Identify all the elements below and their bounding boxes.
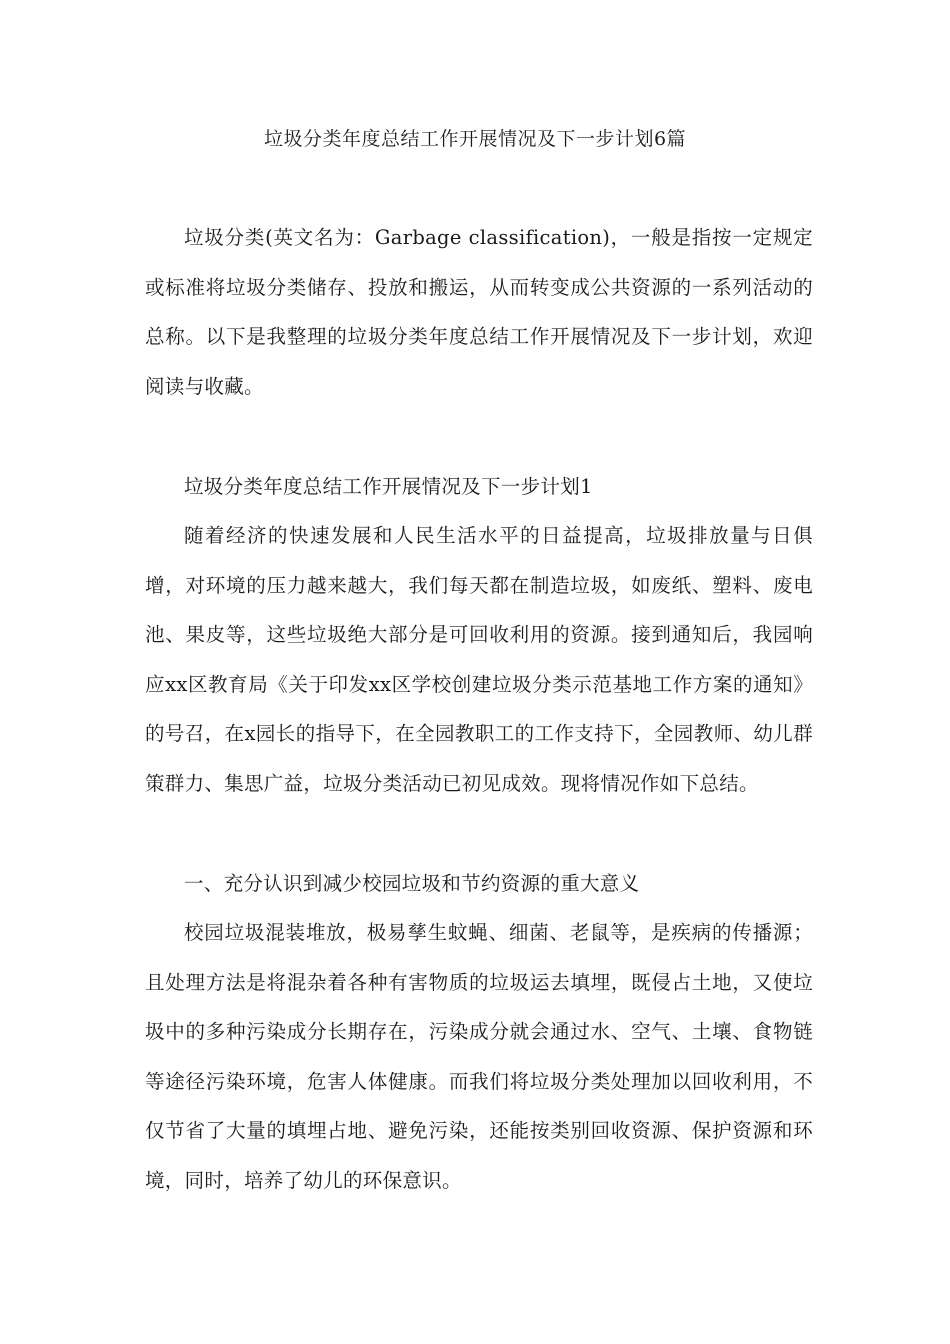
body-paragraph-2: 校园垃圾混装堆放，极易孳生蚊蝇、细菌、老鼠等，是疾病的传播源；且处理方法是将混杂着各种有害物质的垃圾运去填埋，既侵占土地，又使垃圾中的多种污染成分长期存在，污染成分就会通过水、空气、土壤、食物链等途径污染环境，危害人体健康。而我们将垃圾分类处理加以回收利用，不仅节省了大量的填埋占地、避免污染，还能按类别回收资源、保护资源和环境，同时，培养了幼儿的环保意识。 (145, 921, 813, 1192)
body-paragraph-1: 随着经济的快速发展和人民生活水平的日益提高，垃圾排放量与日俱增，对环境的压力越来越大，我们每天都在制造垃圾，如废纸、塑料、废电池、果皮等，这些垃圾绝大部分是可回收利用的资源。接到通知后，我园响应xx区教育局《关于印发xx区学校创建垃圾分类示范基地工作方案的通知》的号召，在x园长的指导下，在全园教职工的工作支持下，全园教师、幼儿群策群力、集思广益，垃圾分类活动已初见成效。现将情况作如下总结。 (145, 524, 813, 795)
article-heading: 垃圾分类年度总结工作开展情况及下一步计划1 (184, 475, 593, 498)
document-title: 垃圾分类年度总结工作开展情况及下一步计划6篇 (263, 128, 687, 150)
intro-paragraph: 垃圾分类(英文名为：Garbage classification)，一般是指按一定规定或标准将垃圾分类储存、投放和搬运，从而转变成公共资源的一系列活动的总称。以下是我整理的垃圾分类年度总结工作开展情况及下一步计划，欢迎阅读与收藏。 (145, 226, 813, 398)
section-heading-1: 一、充分认识到减少校园垃圾和节约资源的重大意义 (184, 872, 640, 895)
